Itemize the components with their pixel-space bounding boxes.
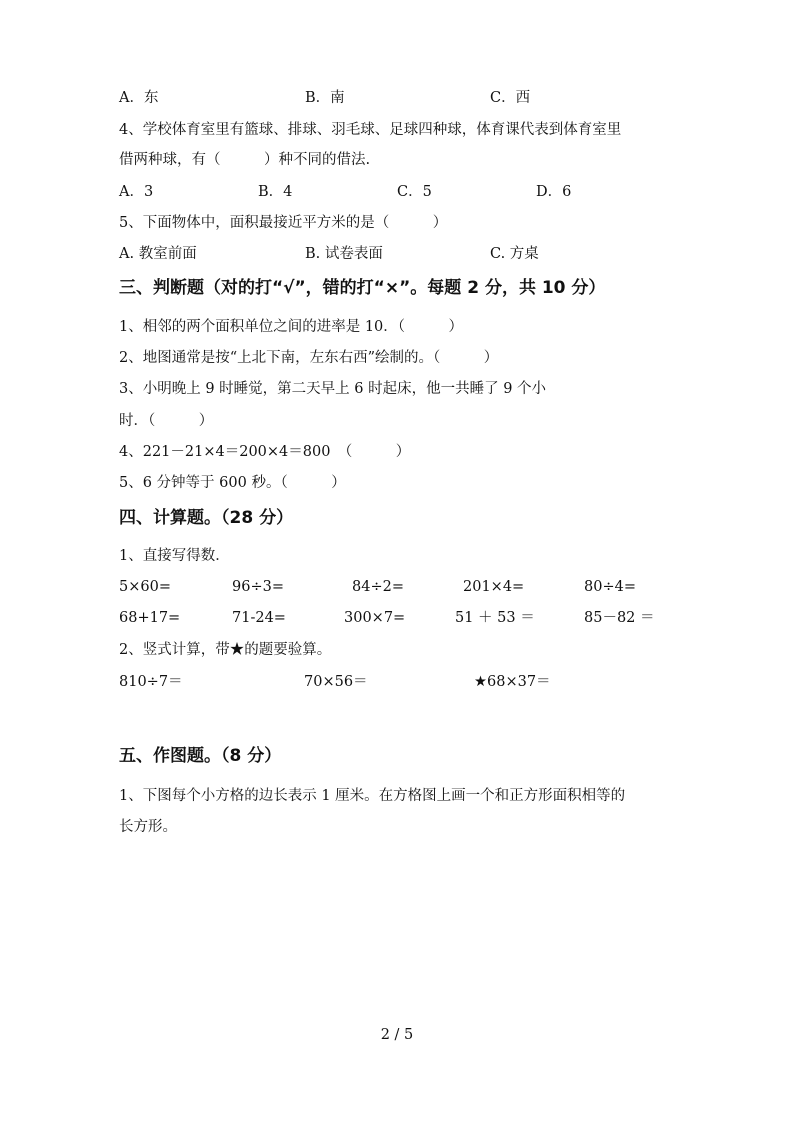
q4-option-b: B．4 (258, 184, 293, 200)
section5-q1-line1: 1、下图每个小方格的边长表示 1 厘米。在方格图上画一个和正方形面积相等的 (119, 788, 626, 804)
calc-r1-c5: 80÷4= (584, 579, 636, 595)
q4-option-c: C．5 (397, 184, 432, 200)
q5-option-c: C. 方桌 (490, 246, 539, 262)
section3-title: 三、判断题（对的打“√”，错的打“×”。每题 2 分，共 10 分） (119, 278, 606, 298)
q4-text-line1: 4、学校体育室里有篮球、排球、羽毛球、足球四种球，体育课代表到体育室里 (119, 122, 622, 138)
calc-r2-c5: 85－82 ＝ (584, 610, 655, 626)
q4-option-a: A．3 (119, 184, 154, 200)
q5-option-a: A. 教室前面 (119, 246, 197, 262)
q4-option-d: D．6 (536, 184, 572, 200)
section3-item-5: 5、6 分钟等于 600 秒。（ ） (119, 475, 346, 491)
section4-title: 四、计算题。（28 分） (119, 508, 294, 528)
q3-option-b: B．南 (305, 90, 345, 106)
vertical-calc-2: 70×56＝ (304, 674, 368, 690)
section3-item-4: 4、221－21×4＝200×4＝800 （ ） (119, 444, 411, 460)
calc-r1-c2: 96÷3= (232, 579, 284, 595)
vertical-calc-3: ★68×37＝ (474, 674, 551, 690)
calc-r2-c4: 51 ＋ 53 ＝ (455, 610, 535, 626)
section4-q1-label: 1、直接写得数． (119, 548, 230, 564)
section5-q1-line2: 长方形。 (119, 819, 177, 835)
calc-r2-c2: 71-24= (232, 610, 286, 626)
section4-q2-label: 2、竖式计算，带★的题要验算。 (119, 642, 332, 658)
calc-r1-c1: 5×60= (119, 579, 171, 595)
section3-item-3: 3、小明晚上 9 时睡觉，第二天早上 6 时起床，他一共睡了 9 个小 (119, 381, 547, 397)
calc-r1-c3: 84÷2= (352, 579, 404, 595)
calc-r2-c3: 300×7= (344, 610, 406, 626)
q3-option-c: C．西 (490, 90, 531, 106)
q3-option-a: A．东 (119, 90, 159, 106)
q5-text: 5、下面物体中，面积最接近平方米的是（ ） (119, 215, 448, 231)
section3-item-2: 2、地图通常是按“上北下南，左东右西”绘制的。（ ） (119, 350, 499, 366)
section5-title: 五、作图题。（8 分） (119, 746, 282, 766)
q5-option-b: B. 试卷表面 (305, 246, 383, 262)
page-number: 2 / 5 (380, 1027, 414, 1043)
section3-item-1: 1、相邻的两个面积单位之间的进率是 10．（ ） (119, 319, 464, 335)
vertical-calc-1: 810÷7＝ (119, 674, 183, 690)
calc-r1-c4: 201×4= (463, 579, 525, 595)
calc-r2-c1: 68+17= (119, 610, 181, 626)
section3-item-3-cont: 时．（ ） (119, 413, 214, 429)
q4-text-line2: 借两种球，有（ ）种不同的借法. (119, 152, 371, 168)
